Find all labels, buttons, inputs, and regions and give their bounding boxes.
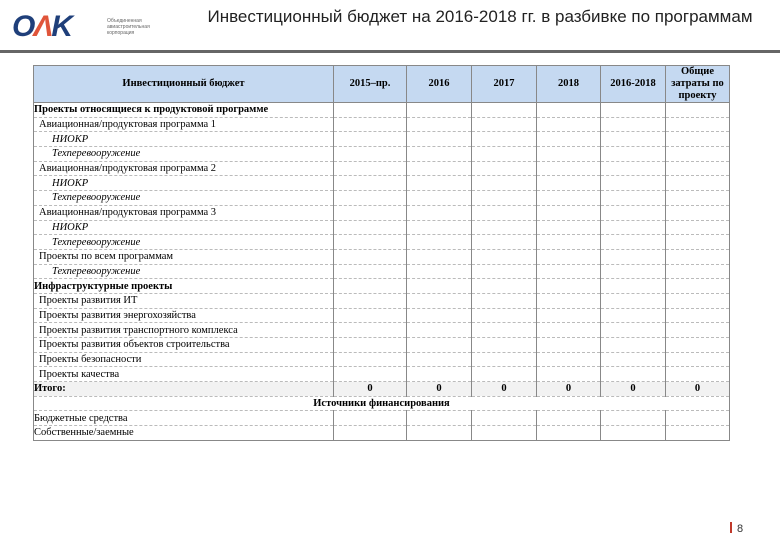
value-cell [334,191,407,206]
row-label: Авиационная/продуктовая программа 1 [34,117,334,132]
value-cell [407,132,472,147]
value-cell [601,279,666,294]
value-cell [537,426,601,441]
value-cell [601,161,666,176]
value-cell [472,220,537,235]
table-row [34,176,730,191]
value-cell [601,338,666,353]
page-number [730,522,743,535]
row-label: Техперевооружение [34,147,334,162]
value-cell [334,103,407,118]
page-accent-bar [730,522,732,533]
value-cell [472,426,537,441]
table-row [34,235,730,250]
value-cell [537,147,601,162]
value-cell [334,249,407,264]
value-cell [407,103,472,118]
value-cell [601,411,666,426]
value-cell [407,352,472,367]
table-row [34,279,730,294]
value-cell [334,279,407,294]
value-cell [334,205,407,220]
value-cell [601,264,666,279]
value-cell [666,176,730,191]
row-label: Проекты безопасности [34,352,334,367]
column-header: 2016-2018 [601,66,666,103]
table-row [34,293,730,308]
table-row [34,338,730,353]
column-header: 2018 [537,66,601,103]
table-row [34,117,730,132]
column-header: 2016 [407,66,472,103]
table-row [34,249,730,264]
value-cell [407,161,472,176]
value-cell [407,367,472,382]
value-cell [472,338,537,353]
value-cell [334,338,407,353]
value-cell [407,338,472,353]
value-cell [334,117,407,132]
value-cell [334,264,407,279]
value-cell [472,191,537,206]
row-label: НИОКР [34,132,334,147]
row-label: Проекты развития объектов строительства [34,338,334,353]
value-cell: 0 [666,382,730,397]
value-cell: 0 [472,382,537,397]
value-cell [334,235,407,250]
value-cell [666,323,730,338]
value-cell [666,308,730,323]
value-cell [537,323,601,338]
table-row [34,132,730,147]
value-cell: 0 [601,382,666,397]
row-label: Бюджетные средства [34,411,334,426]
value-cell [472,176,537,191]
row-label: НИОКР [34,176,334,191]
row-label: Собственные/заемные [34,426,334,441]
value-cell [537,235,601,250]
section-title: Источники финансирования [34,396,730,411]
page-number-text: 8 [737,523,744,535]
value-cell [334,323,407,338]
value-cell [601,147,666,162]
value-cell [666,411,730,426]
value-cell [537,308,601,323]
value-cell [537,338,601,353]
value-cell [537,191,601,206]
value-cell [537,264,601,279]
table-row [34,147,730,162]
value-cell [537,161,601,176]
value-cell [472,132,537,147]
row-label: Авиационная/продуктовая программа 3 [34,205,334,220]
value-cell [407,249,472,264]
value-cell [601,352,666,367]
value-cell [472,293,537,308]
value-cell [407,308,472,323]
value-cell [666,235,730,250]
section-row [34,396,730,411]
value-cell [666,293,730,308]
value-cell [537,103,601,118]
value-cell [666,338,730,353]
value-cell [601,117,666,132]
funding-row [34,426,730,441]
value-cell [334,147,407,162]
value-cell: 0 [407,382,472,397]
value-cell [601,103,666,118]
value-cell [472,411,537,426]
value-cell [666,117,730,132]
value-cell [334,176,407,191]
value-cell [537,220,601,235]
column-header: 2015–пр. [334,66,407,103]
value-cell [472,205,537,220]
table-row [34,264,730,279]
value-cell [407,117,472,132]
value-cell [537,279,601,294]
table-header-row [34,66,730,103]
value-cell [601,132,666,147]
value-cell [472,235,537,250]
value-cell [334,308,407,323]
row-label: Проекты по всем программам [34,249,334,264]
value-cell [407,279,472,294]
value-cell [601,220,666,235]
table-row [34,308,730,323]
value-cell [472,249,537,264]
value-cell [407,191,472,206]
table-row [34,191,730,206]
value-cell [601,249,666,264]
value-cell [666,205,730,220]
row-label: Проекты относящиеся к продуктовой программе [34,103,334,118]
value-cell [666,161,730,176]
investment-budget-table [33,65,730,441]
value-cell [601,367,666,382]
value-cell [666,132,730,147]
row-label: Техперевооружение [34,264,334,279]
value-cell [666,367,730,382]
company-logo [12,10,162,44]
value-cell [472,103,537,118]
row-label: Проекты развития энергохозяйства [34,308,334,323]
value-cell [666,191,730,206]
table-row [34,367,730,382]
value-cell [407,205,472,220]
value-cell [472,323,537,338]
value-cell [666,352,730,367]
value-cell [601,293,666,308]
value-cell [472,367,537,382]
value-cell [537,176,601,191]
value-cell [407,411,472,426]
value-cell [537,293,601,308]
row-label: Итого: [34,382,334,397]
value-cell [407,220,472,235]
value-cell: 0 [537,382,601,397]
logo-subtitle: Объединенная авиастроительная корпорация [107,18,150,36]
value-cell [472,308,537,323]
table-row [34,205,730,220]
value-cell [601,235,666,250]
value-cell [537,117,601,132]
logo-mark: OΛK [12,10,72,43]
value-cell [537,132,601,147]
value-cell [407,293,472,308]
row-label: НИОКР [34,220,334,235]
value-cell [666,264,730,279]
column-header: Инвестиционный бюджет [34,66,334,103]
value-cell [537,205,601,220]
value-cell [407,426,472,441]
row-label: Проекты развития транспортного комплекса [34,323,334,338]
table-row [34,161,730,176]
value-cell [537,411,601,426]
row-label: Инфраструктурные проекты [34,279,334,294]
value-cell [334,161,407,176]
value-cell: 0 [334,382,407,397]
value-cell [666,147,730,162]
row-label: Техперевооружение [34,191,334,206]
value-cell [334,220,407,235]
table-row [34,352,730,367]
slide-title: Инвестиционный бюджет на 2016-2018 гг. в разбивке по программам [207,7,753,26]
value-cell [537,249,601,264]
value-cell [601,308,666,323]
value-cell [334,132,407,147]
value-cell [407,147,472,162]
row-label: Проекты качества [34,367,334,382]
value-cell [472,147,537,162]
value-cell [666,426,730,441]
value-cell [472,352,537,367]
value-cell [472,117,537,132]
column-header: Общие затраты по проекту [666,66,730,103]
header-divider [0,50,780,53]
value-cell [334,411,407,426]
value-cell [666,279,730,294]
row-label: Техперевооружение [34,235,334,250]
value-cell [537,367,601,382]
column-header: 2017 [472,66,537,103]
value-cell [407,264,472,279]
value-cell [334,426,407,441]
value-cell [601,323,666,338]
value-cell [334,352,407,367]
value-cell [407,323,472,338]
value-cell [601,191,666,206]
table-row [34,103,730,118]
value-cell [601,205,666,220]
table-row [34,220,730,235]
table-row [34,382,730,397]
value-cell [472,161,537,176]
value-cell [472,264,537,279]
value-cell [407,176,472,191]
value-cell [334,293,407,308]
value-cell [537,352,601,367]
value-cell [601,426,666,441]
value-cell [407,235,472,250]
value-cell [666,103,730,118]
funding-row [34,411,730,426]
table-row [34,323,730,338]
value-cell [472,279,537,294]
row-label: Авиационная/продуктовая программа 2 [34,161,334,176]
value-cell [334,367,407,382]
value-cell [666,249,730,264]
row-label: Проекты развития ИТ [34,293,334,308]
value-cell [601,176,666,191]
value-cell [666,220,730,235]
